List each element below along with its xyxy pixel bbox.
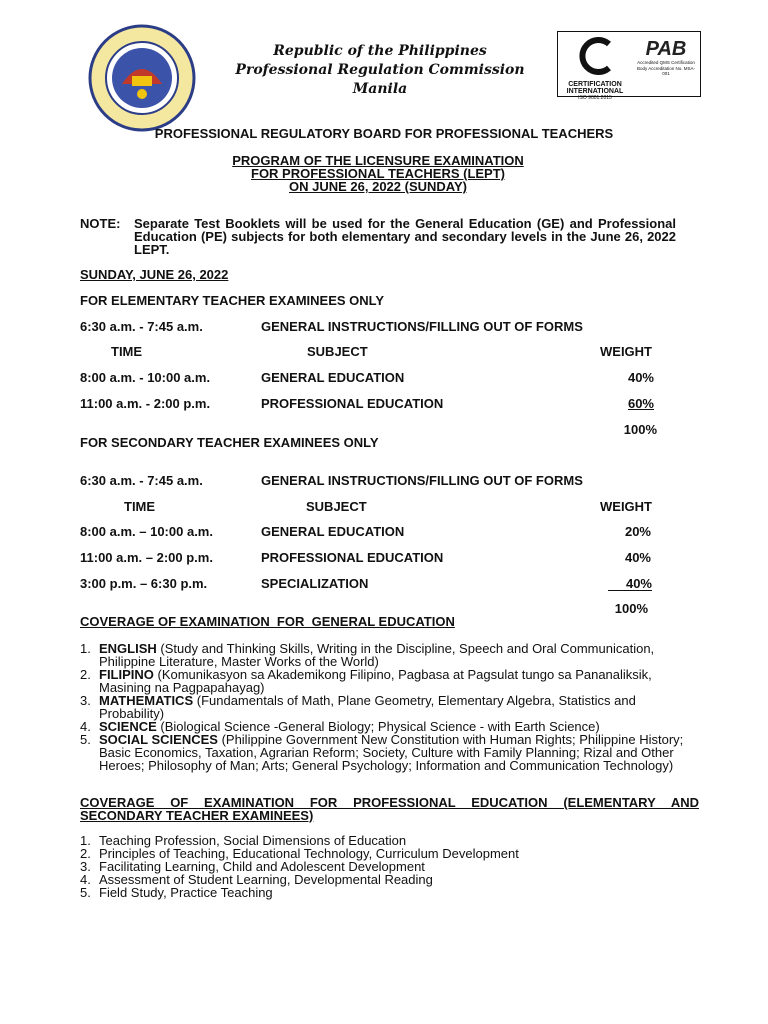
elementary-row-subject: PROFESSIONAL EDUCATION xyxy=(261,396,444,411)
prc-seal xyxy=(88,24,196,132)
elementary-heading: FOR ELEMENTARY TEACHER EXAMINEES ONLY xyxy=(80,293,385,308)
list-item xyxy=(80,886,700,899)
board-title: PROFESSIONAL REGULATORY BOARD FOR PROFESSIONAL TEACHERS xyxy=(154,126,614,141)
pe-coverage-list xyxy=(80,834,700,899)
list-number: 5. xyxy=(80,885,91,900)
list-text: Assessment of Student Learning, Developmental Reading xyxy=(99,872,433,887)
elementary-col-subject: SUBJECT xyxy=(307,344,368,359)
secondary-row-weight: 40% xyxy=(624,550,651,565)
elementary-col-time: TIME xyxy=(111,344,143,359)
secondary-intro-time: 6:30 a.m. - 7:45 a.m. xyxy=(80,473,203,488)
commission-line: Professional Regulation Commission xyxy=(235,62,525,78)
list-number: 4. xyxy=(80,872,91,887)
pe-coverage-heading: COVERAGE OF EXAMINATION FOR PROFESSIONAL EDUCATION (ELEMENTARY AND SECONDARY TEACHER EXAMINEES) xyxy=(80,795,699,823)
republic-line: Republic of the Philippines xyxy=(273,43,487,59)
secondary-row-subject: SPECIALIZATION xyxy=(261,576,369,591)
secondary-row-subject: PROFESSIONAL EDUCATION xyxy=(261,550,444,565)
list-number: 1. xyxy=(80,641,91,656)
pab-mark: PAB xyxy=(645,38,687,60)
secondary-col-time: TIME xyxy=(124,499,156,514)
header-text xyxy=(210,42,550,99)
list-number: 2. xyxy=(80,846,91,861)
elementary-row-weight: 40% xyxy=(627,370,654,385)
secondary-row-time: 11:00 a.m. – 2:00 p.m. xyxy=(80,550,213,565)
list-number: 4. xyxy=(80,719,91,734)
list-text: Facilitating Learning, Child and Adolescent Development xyxy=(99,859,425,874)
secondary-row-time: 3:00 p.m. – 6:30 p.m. xyxy=(80,576,208,591)
subject-name: SOCIAL SCIENCES xyxy=(99,732,218,747)
elementary-row-time: 8:00 a.m. - 10:00 a.m. xyxy=(80,370,211,385)
list-text: Teaching Profession, Social Dimensions of Education xyxy=(99,833,407,848)
elementary-intro-subject: GENERAL INSTRUCTIONS/FILLING OUT OF FORMS xyxy=(261,319,583,334)
list-number: 2. xyxy=(80,667,91,682)
elementary-col-weight: WEIGHT xyxy=(600,344,652,359)
subject-desc: (Biological Science -General Biology; Physical Science - with Earth Science) xyxy=(156,719,600,734)
certification-logo xyxy=(564,36,626,101)
list-item xyxy=(80,642,700,668)
subject-desc: (Philippine Government New Constitution with Human Rights; Philippine History; Basic Economics, Taxation, Agrarian Reform; Society, Culture with Family Planning; Rizal and Other Heroes; Philosophy of Man; Arts; General Psychology; Information and Communication Technology) xyxy=(99,732,684,773)
list-number: 1. xyxy=(80,833,91,848)
secondary-intro-subject: GENERAL INSTRUCTIONS/FILLING OUT OF FORMS xyxy=(261,473,583,488)
certification-box xyxy=(557,31,701,101)
secondary-row-weight-value: 40% xyxy=(625,576,652,591)
city-line: Manila xyxy=(352,81,408,97)
secondary-heading: FOR SECONDARY TEACHER EXAMINEES ONLY xyxy=(80,435,379,450)
list-item xyxy=(80,668,700,694)
program-line2: FOR PROFESSIONAL TEACHERS (LEPT) xyxy=(251,166,505,181)
subject-name: ENGLISH xyxy=(99,641,157,656)
ge-coverage-list xyxy=(80,642,700,772)
elementary-row-time: 11:00 a.m. - 2:00 p.m. xyxy=(80,396,211,411)
certification-ring-icon xyxy=(564,36,626,76)
ge-coverage-heading: COVERAGE OF EXAMINATION FOR GENERAL EDUCATION xyxy=(80,614,455,629)
list-number: 3. xyxy=(80,859,91,874)
subject-name: MATHEMATICS xyxy=(99,693,194,708)
elementary-row-subject: GENERAL EDUCATION xyxy=(261,370,405,385)
cert-iso: ISO 9001:2015 xyxy=(578,95,612,101)
list-text: Field Study, Practice Teaching xyxy=(99,885,273,900)
pab-logo xyxy=(636,38,696,94)
subject-desc: (Fundamentals of Math, Plane Geometry, Elementary Algebra, Statistics and Probability) xyxy=(99,693,636,721)
subject-desc: (Komunikasyon sa Akademikong Filipino, Pagbasa at Pagsulat tungo sa Pananaliksik, Masining na Pagpapahayag) xyxy=(99,667,652,695)
elementary-total: 100% xyxy=(623,422,657,437)
list-number: 5. xyxy=(80,732,91,747)
list-item xyxy=(80,733,700,772)
program-line3: ON JUNE 26, 2022 (SUNDAY) xyxy=(289,179,467,194)
elementary-row-weight: 60% xyxy=(627,396,654,411)
secondary-col-weight: WEIGHT xyxy=(600,499,652,514)
note-label: NOTE: xyxy=(80,216,121,231)
secondary-row-weight xyxy=(608,577,652,591)
note-text: Separate Test Booklets will be used for the General Education (GE) and Professional Education (PE) subjects for both elementary and secondary levels in the June 26, 2022 LEPT. xyxy=(134,216,676,257)
date-heading: SUNDAY, JUNE 26, 2022 xyxy=(80,267,229,282)
elementary-intro-time: 6:30 a.m. - 7:45 a.m. xyxy=(80,319,203,334)
subject-name: FILIPINO xyxy=(99,667,154,682)
list-text: Principles of Teaching, Educational Technology, Curriculum Development xyxy=(99,846,519,861)
program-title xyxy=(0,154,756,193)
secondary-total: 100% xyxy=(614,601,648,616)
subject-desc: (Study and Thinking Skills, Writing in the Discipline, Speech and Oral Communication, Philippine Literature, Master Works of the World) xyxy=(99,641,655,669)
subject-name: SCIENCE xyxy=(99,719,157,734)
prc-seal-icon xyxy=(88,24,196,132)
secondary-row-subject: GENERAL EDUCATION xyxy=(261,524,405,539)
secondary-row-weight: 20% xyxy=(624,524,651,539)
list-number: 3. xyxy=(80,693,91,708)
secondary-row-time: 8:00 a.m. – 10:00 a.m. xyxy=(80,524,213,539)
cert-line1: CERTIFICATION xyxy=(568,81,622,88)
secondary-col-subject: SUBJECT xyxy=(306,499,367,514)
pab-text: Accredited QMS Certification Body Accreditation No. MSA-001 xyxy=(636,60,696,76)
cert-line2: INTERNATIONAL xyxy=(566,88,624,95)
list-item xyxy=(80,694,700,720)
program-line1: PROGRAM OF THE LICENSURE EXAMINATION xyxy=(232,153,524,168)
